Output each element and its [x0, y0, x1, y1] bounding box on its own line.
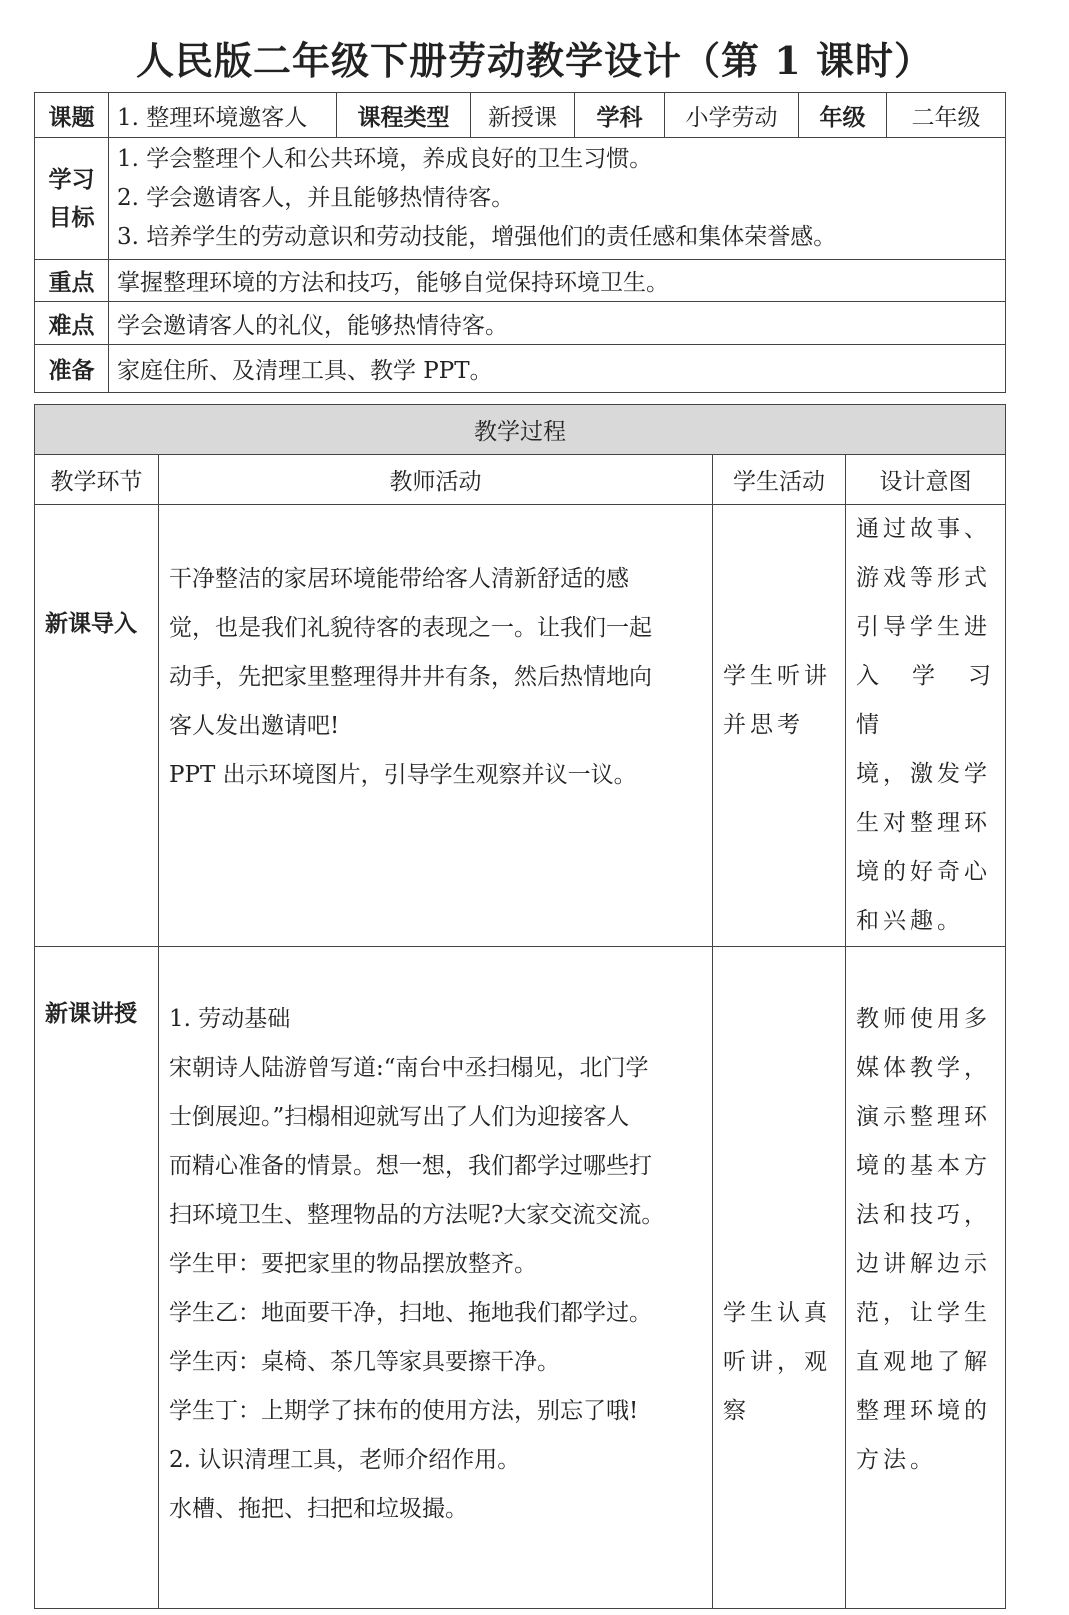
- teacher-line: 学生丙：桌椅、茶几等家具要擦干净。: [169, 1349, 560, 1375]
- teacher-line: 扫环境卫生、整理物品的方法呢?大家交流交流。: [169, 1202, 665, 1228]
- intent-line: 生对整理环: [856, 810, 991, 836]
- intent-line: 引导学生进: [856, 614, 991, 640]
- student-line: 听讲，观: [723, 1349, 831, 1375]
- goal-item: 1. 学会整理个人和公共环境，养成良好的卫生习惯。: [117, 146, 653, 172]
- column-header-stage: 教学环节: [35, 455, 159, 505]
- intent-line: 演示整理环: [856, 1104, 991, 1130]
- preparation-label: 准备: [35, 345, 109, 393]
- stage-cell: 新课导入: [35, 505, 159, 947]
- teaching-process-table: [34, 404, 1006, 1609]
- table-row: [35, 505, 1006, 947]
- teacher-line: 宋朝诗人陆游曾写道:“南台中丞扫榻见，北门学: [169, 1055, 649, 1081]
- student-line: 学生认真: [723, 1300, 831, 1326]
- subject-value: 小学劳动: [665, 93, 799, 138]
- student-line: 察: [723, 1398, 750, 1424]
- teacher-line: 动手，先把家里整理得井井有条，然后热情地向: [169, 664, 652, 690]
- column-header-teacher: 教师活动: [159, 455, 713, 505]
- teacher-line: 学生乙：地面要干净，扫地、拖地我们都学过。: [169, 1300, 652, 1326]
- teacher-line: 学生丁：上期学了抹布的使用方法，别忘了哦!: [169, 1398, 639, 1424]
- teacher-line: 干净整洁的家居环境能带给客人清新舒适的感: [169, 566, 629, 592]
- teacher-line: 士倒展迎。”扫榻相迎就写出了人们为迎接客人: [169, 1104, 630, 1130]
- student-line: 并思考: [723, 712, 804, 738]
- stage-cell: 新课讲授: [35, 947, 159, 1609]
- type-label: 课程类型: [337, 93, 471, 138]
- subject-label: 学科: [575, 93, 665, 138]
- goal-item: 2. 学会邀请客人，并且能够热情待客。: [117, 185, 515, 211]
- page-title: 人民版二年级下册劳动教学设计（第 1 课时）: [136, 38, 933, 83]
- difficulty-value: 学会邀请客人的礼仪，能够热情待客。: [109, 302, 1006, 345]
- lesson-info-table: [34, 92, 1006, 393]
- intent-line: 入 学 习 情: [856, 663, 995, 738]
- teacher-line: 客人发出邀请吧!: [169, 713, 340, 739]
- process-header: 教学过程: [35, 405, 1006, 455]
- key-point-label: 重点: [35, 260, 109, 302]
- student-line: 学生听讲: [723, 663, 831, 689]
- grade-value: 二年级: [887, 93, 1006, 138]
- goal-item: 3. 培养学生的劳动意识和劳动技能，增强他们的责任感和集体荣誉感。: [117, 224, 837, 250]
- type-value: 新授课: [471, 93, 575, 138]
- intent-line: 教师使用多: [856, 1006, 991, 1032]
- teacher-line: 而精心准备的情景。想一想，我们都学过哪些打: [169, 1153, 652, 1179]
- intent-line: 范，让学生: [856, 1300, 991, 1326]
- intent-line: 境的好奇心: [856, 859, 991, 885]
- intent-line: 方法。: [856, 1447, 937, 1473]
- key-point-value: 掌握整理环境的方法和技巧，能够自觉保持环境卫生。: [109, 260, 1006, 302]
- teacher-line: 觉，也是我们礼貌待客的表现之一。让我们一起: [169, 615, 652, 641]
- intent-line: 边讲解边示: [856, 1251, 991, 1277]
- intent-line: 整理环境的: [856, 1398, 991, 1424]
- intent-line: 法和技巧，: [856, 1202, 991, 1228]
- intent-line: 直观地了解: [856, 1349, 991, 1375]
- preparation-value: 家庭住所、及清理工具、教学 PPT。: [109, 345, 1006, 393]
- column-header-student: 学生活动: [713, 455, 846, 505]
- difficulty-label: 难点: [35, 302, 109, 345]
- intent-line: 游戏等形式: [856, 565, 991, 591]
- intent-line: 通过故事、: [856, 516, 991, 542]
- intent-line: 境的基本方: [856, 1153, 991, 1179]
- teacher-line: PPT 出示环境图片，引导学生观察并议一议。: [169, 762, 637, 788]
- intent-line: 和兴趣。: [856, 908, 964, 934]
- goals-label: 学习目标: [35, 138, 109, 260]
- teacher-line: 1. 劳动基础: [169, 1006, 291, 1032]
- teacher-line: 水槽、拖把、扫把和垃圾撮。: [169, 1496, 468, 1522]
- teacher-line: 2. 认识清理工具，老师介绍作用。: [169, 1447, 521, 1473]
- teacher-line: 学生甲：要把家里的物品摆放整齐。: [169, 1251, 537, 1277]
- table-row: [35, 947, 1006, 1609]
- topic-label: 课题: [35, 93, 109, 138]
- intent-line: 境，激发学: [856, 761, 991, 787]
- column-header-intent: 设计意图: [846, 455, 1006, 505]
- topic-value: 1. 整理环境邀客人: [109, 93, 337, 138]
- grade-label: 年级: [799, 93, 887, 138]
- intent-line: 媒体教学，: [856, 1055, 991, 1081]
